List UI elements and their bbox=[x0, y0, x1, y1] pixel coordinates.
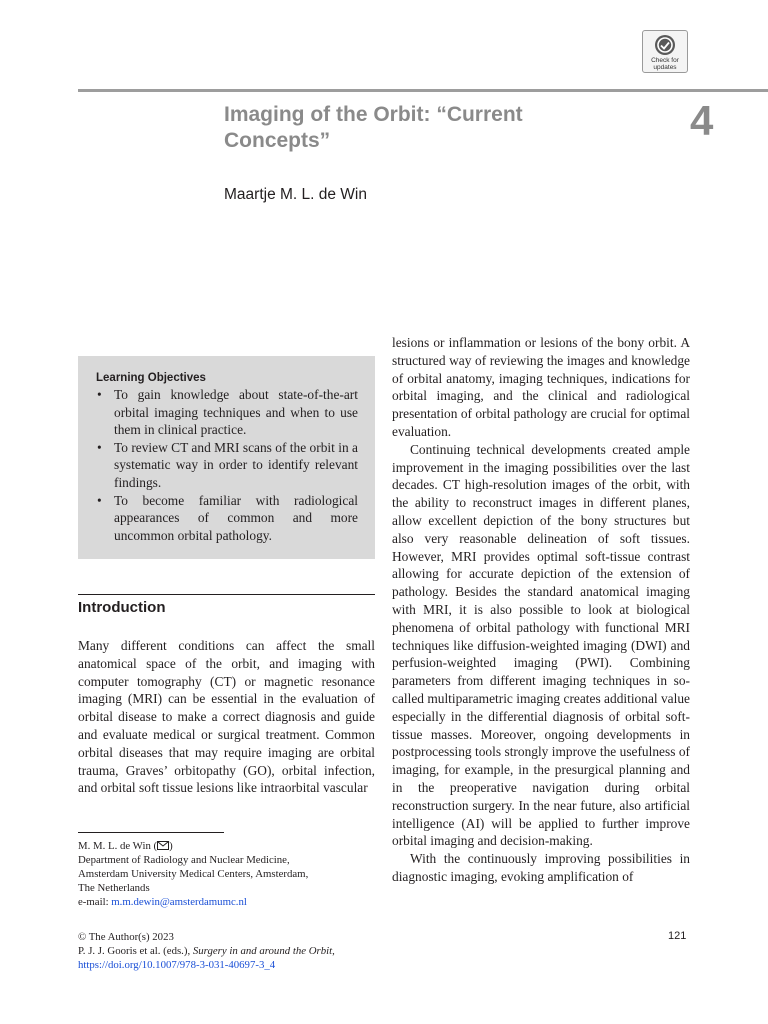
check-for-updates-icon bbox=[654, 34, 676, 56]
learning-objective-item: • To become familiar with radiological appearances of common and more uncommon orbital pathology. bbox=[97, 492, 358, 543]
footnote-affiliation-line: The Netherlands bbox=[78, 882, 150, 894]
citation-line: P. J. J. Gooris et al. (eds.), Surgery in and around the Orbit, bbox=[78, 945, 335, 957]
check-for-updates-label: Check for updates bbox=[651, 57, 679, 71]
footnote-author-line: M. M. L. de Win ( ) bbox=[78, 840, 173, 852]
chapter-author: Maartje M. L. de Win bbox=[224, 186, 367, 203]
bullet-icon: • bbox=[97, 387, 102, 402]
bullet-icon: • bbox=[97, 439, 102, 455]
doi-line bbox=[78, 958, 528, 972]
email-link[interactable]: m.m.dewin@amsterdamumc.nl bbox=[111, 896, 247, 908]
section-rule bbox=[78, 594, 375, 595]
bullet-icon: • bbox=[97, 492, 102, 508]
header-rule bbox=[78, 89, 768, 92]
check-for-updates-badge[interactable] bbox=[642, 30, 688, 73]
learning-objectives-heading: Learning Objectives bbox=[96, 372, 206, 384]
right-column-text bbox=[392, 334, 690, 886]
introduction-heading: Introduction bbox=[78, 599, 166, 616]
footnote-affiliation-line: Department of Radiology and Nuclear Medicine, bbox=[78, 854, 290, 866]
page-number: 121 bbox=[668, 930, 687, 942]
copyright-line: © The Author(s) 2023 bbox=[78, 931, 174, 943]
body-paragraph: lesions or inflammation or lesions of the bony orbit. A structured way of reviewing the images and knowledge of orbital anatomy, imaging techniques, indications for orbital imaging, and the clinical and radiological presentation of orbital pathology are crucial for optimal evaluation. bbox=[392, 335, 690, 439]
learning-objectives-list bbox=[96, 386, 358, 544]
chapter-title: Imaging of the Orbit: “Current Concepts” bbox=[224, 103, 523, 152]
chapter-number: 4 bbox=[690, 97, 714, 144]
footnote-rule bbox=[78, 832, 224, 833]
citation-block bbox=[78, 930, 528, 972]
learning-objective-item: • To review CT and MRI scans of the orbit in a systematic way in order to identify relevant findings. bbox=[97, 439, 358, 490]
learning-objectives-box bbox=[78, 356, 375, 559]
body-paragraph: Continuing technical developments created ample improvement in the imaging possibilities over the last decades. CT high-resolution images of the orbit, with the ability to reconstruct images in different planes, allow excellent depiction of the bony structures but also very reasonable delineation of soft tissues. However, MRI provides optimal soft-tissue contrast allowing for accurate depiction of the extension of pathology. Besides the standard anatomical imaging with MRI, it is also possible to look at biological phenomena of orbital pathology with functional MRI techniques like diffusion-weighted imaging (DWI) and perfusion-weighted imaging (PWI). Combining parameters from different imaging techniques in so-called multiparametric imaging creates additional value especially in the differential diagnosis of orbital soft-tissue masses. Moreover, ongoing developments in postprocessing tools strongly improve the usefulness of imaging, for example, in the presurgical planning and in the preoperative navigation during orbital reconstruction surgery. In the near future, also artificial intelligence (AI) will be applied to further improve orbital imaging and decision-making. bbox=[392, 441, 690, 849]
introduction-paragraph: Many different conditions can affect the small anatomical space of the orbit, and imaging with computer tomography (CT) or magnetic resonance imaging (MRI) can be essential in the evaluation of orbital disease to make a correct diagnosis and guide and evaluate medical or surgical treatment. Common orbital diseases that may require imaging are orbital trauma, Graves’ orbitopathy (GO), orbital infection, and orbital soft tissue lesions like intraorbital vascular bbox=[78, 638, 375, 796]
envelope-icon bbox=[157, 841, 169, 850]
learning-objective-item: • To gain knowledge about state-of-the-art orbital imaging techniques and when to use them in clinical practice. bbox=[97, 387, 358, 438]
footnote-email-line: e-mail: m.m.dewin@amsterdamumc.nl bbox=[78, 896, 247, 908]
body-paragraph: With the continuously improving possibilities in diagnostic imaging, evoking amplification of bbox=[392, 851, 690, 884]
author-footnote bbox=[78, 839, 375, 909]
footnote-affiliation-line: Amsterdam University Medical Centers, Amsterdam, bbox=[78, 868, 309, 880]
doi-link[interactable]: https://doi.org/10.1007/978-3-031-40697-3_4 bbox=[78, 959, 276, 971]
